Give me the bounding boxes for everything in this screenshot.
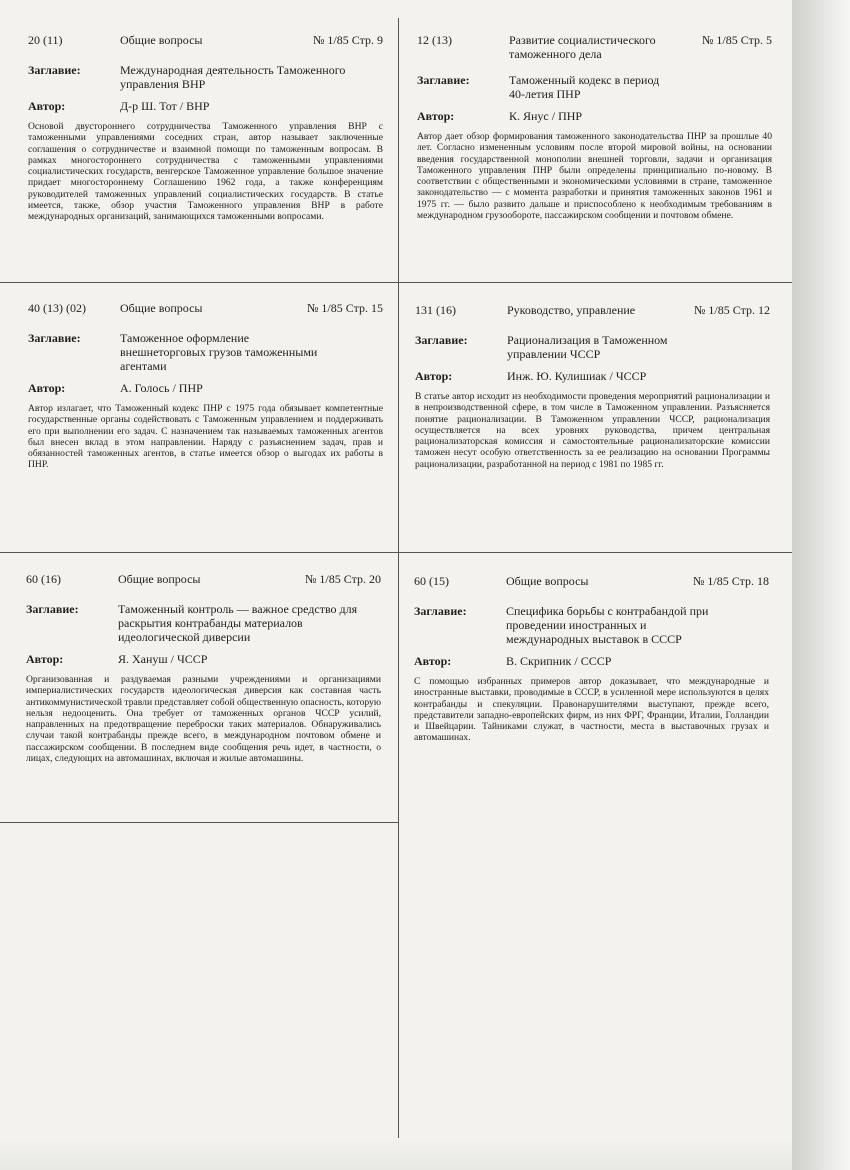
- issue-page: № 1/85 Стр. 12: [693, 303, 770, 317]
- category: Руководство, управление: [507, 303, 636, 317]
- title-label: Заглавие:: [415, 333, 468, 347]
- title-label: Заглавие:: [28, 63, 81, 77]
- article-author: Инж. Ю. Кулишиак / ЧССР: [507, 369, 647, 383]
- category: Развитие социалистического таможенного дела: [509, 33, 656, 61]
- row-divider-1: [0, 282, 792, 283]
- article-author: А. Голось / ПНР: [120, 381, 203, 395]
- classification-code: 60 (15): [414, 574, 449, 588]
- title-label: Заглавие:: [28, 331, 81, 345]
- page-edge: [792, 0, 850, 1170]
- issue-page: № 1/85 Стр. 20: [304, 572, 381, 586]
- abstract-card: [28, 33, 383, 223]
- column-divider: [398, 18, 399, 1140]
- issue-page: № 1/85 Стр. 15: [306, 301, 383, 315]
- article-author: В. Скрипник / СССР: [506, 654, 612, 668]
- classification-code: 20 (11): [28, 33, 63, 47]
- author-label: Автор:: [415, 369, 453, 383]
- title-label: Заглавие:: [414, 604, 467, 618]
- author-label: Автор:: [414, 654, 452, 668]
- abstract-text: Автор излагает, что Таможенный кодекс ПНР с 1975 года обязывает компетентные государственные органы содействовать с Таможенным управлением и поддерживать его при выполнении его задач. С назначением так называемых таможенных агентов был внесен вклад в этом направлении. Наряду с разъяснением задач, прав и обязанностей таможенных агентов, в статье имеется обзор о выгодах их работы в ПНР.: [28, 403, 383, 471]
- article-author: К. Янус / ПНР: [509, 109, 583, 123]
- title-label: Заглавие:: [26, 602, 79, 616]
- abstract-text: Организованная и раздуваемая разными учреждениями и организациями империалистических государств идеологическая диверсия как составная часть антикоммунистической травли представляет собой общественную опасность, которую нельзя недооценить. Она требует от таможенных органов ЧССР усилий, направленных на предотвращение переброски таких материалов. Обнаруживались случаи такой контрабанды прежде всего, в международном почтовом обмене и пассажирском сообщении. В последнем виде сообщения речь идет, в частности, о лицах, следующих на автомашинах, включая и жилые автомашины.: [26, 674, 381, 765]
- author-label: Автор:: [26, 652, 64, 666]
- category: Общие вопросы: [118, 572, 201, 586]
- issue-page: № 1/85 Стр. 9: [312, 33, 383, 47]
- abstract-text: Автор дает обзор формирования таможенного законодательства ПНР за прошлые 40 лет. Согласно измененным условиям после второй мировой войны, на основании введения государственной монополии внешней торговли, задачи и организация Таможенного управления ПНР были определены принципиально по-новому. В соответствии с общественными и экономическими условиями в стране, таможенное законодательство — с момента разработки и принятия таможенных законов 1961 и 1975 гг. — было развито дальше и приспособлено к необходимым требованиям в международном грузообороте, пассажирском сообщении и почтовом обмене.: [417, 131, 772, 222]
- abstract-text: Основой двустороннего сотрудничества Таможенного управления ВНР с таможенными управлениями соседних стран, автор называет заключенные соглашения о сотрудничестве и взаимной помощи по таможенным вопросам. В рамках многостороннего сотрудничества с таможенными управлениями социалистических государств, венгерское Таможенное управление большое значение придает многостороннему Соглашению 1962 года, а также конференциям руководителей таможенных управлений социалистических государств. В статье имеется, также, обзор участия Таможенного управления ВНР в работе международных организаций, занимающихся таможенными вопросами.: [28, 121, 383, 223]
- category: Общие вопросы: [120, 33, 203, 47]
- classification-code: 40 (13) (02): [28, 301, 86, 315]
- author-label: Автор:: [28, 381, 66, 395]
- abstract-card: [414, 574, 769, 744]
- article-title: Специфика борьбы с контрабандой при проведении иностранных и международных выставок в СССР: [506, 604, 709, 646]
- category: Общие вопросы: [120, 301, 203, 315]
- article-title: Таможенный контроль — важное средство для раскрытия контрабанды материалов идеологической диверсии: [118, 602, 358, 644]
- issue-page: № 1/85 Стр. 5: [701, 33, 772, 47]
- abstract-card: [415, 303, 770, 470]
- issue-page: № 1/85 Стр. 18: [692, 574, 769, 588]
- abstract-card: [26, 572, 381, 764]
- abstract-text: В статье автор исходит из необходимости проведения мероприятий рационализации и в непроизводственной сфере, в том числе в Таможенном управлении. Разъясняется понятие рационализации. В Таможенном управлении ЧССР, рационализация осуществляется на всех уровнях руководства, причем центральная рационализаторская комиссия и самостоятельные рационализаторские комиссии таможен несут особую ответственность за ее реализацию на основании Программы рационализации, разработанной на период с 1981 по 1985 гг.: [415, 391, 770, 470]
- author-label: Автор:: [28, 99, 66, 113]
- abstract-card: [28, 301, 383, 471]
- row-divider-3: [0, 822, 398, 823]
- page-bottom-edge: [0, 1138, 792, 1170]
- abstract-text: С помощью избранных примеров автор доказывает, что международные и иностранные выставки, проводимые в СССР, в усиленной мере используются в целях контрабанды и спекуляции. Правонарушителями выступают, прежде всего, представители западно-европейских фирм, из них ФРГ, Франции, Италии, Голландии и Швейцарии. Тайниками служат, в частности, места в выставочных грузах и автомашинах.: [414, 676, 769, 744]
- article-title: Международная деятельность Таможенного управления ВНР: [120, 63, 346, 91]
- classification-code: 60 (16): [26, 572, 61, 586]
- article-author: Д-р Ш. Тот / ВНР: [120, 99, 210, 113]
- classification-code: 12 (13): [417, 33, 452, 47]
- row-divider-2: [0, 552, 792, 553]
- classification-code: 131 (16): [415, 303, 456, 317]
- article-title: Рационализация в Таможенном управлении ЧССР: [507, 333, 668, 361]
- author-label: Автор:: [417, 109, 455, 123]
- category: Общие вопросы: [506, 574, 589, 588]
- article-author: Я. Хануш / ЧССР: [118, 652, 208, 666]
- article-title: Таможенный кодекс в период 40-летия ПНР: [509, 73, 660, 101]
- article-title: Таможенное оформление внешнеторговых грузов таможенными агентами: [120, 331, 318, 373]
- title-label: Заглавие:: [417, 73, 470, 87]
- abstract-card: [417, 33, 772, 221]
